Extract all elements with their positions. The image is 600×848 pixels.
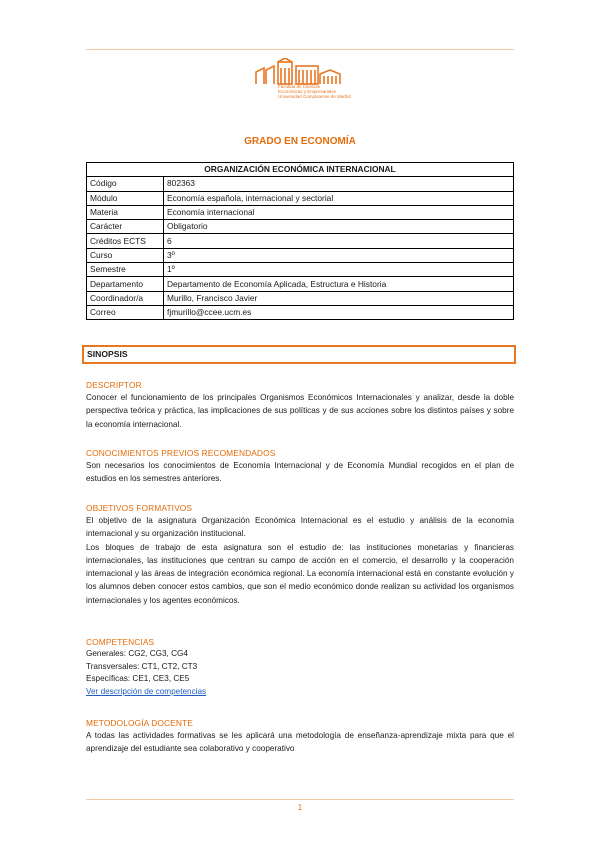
section-text: El objetivo de la asignatura Organización Económica Internacional es el estudio y análisis de la economía internacional y su organización institucional.: [86, 516, 514, 539]
section-title: COMPETENCIAS: [86, 637, 155, 647]
descriptor-section: [86, 379, 514, 431]
row-key: Curso: [87, 248, 164, 262]
competencias-link[interactable]: Ver descripción de competencias: [86, 687, 207, 697]
row-value: Economía internacional: [164, 205, 514, 219]
table-row: [87, 234, 514, 248]
course-info-table: [86, 162, 514, 320]
section-title: METODOLOGÍA DOCENTE: [86, 718, 193, 728]
table-header: ORGANIZACIÓN ECONÓMICA INTERNACIONAL: [87, 163, 514, 177]
table-row: [87, 177, 514, 191]
table-row: [87, 191, 514, 205]
sinopsis-heading: SINOPSIS: [82, 345, 516, 364]
table-row: [87, 220, 514, 234]
logo-line: Económicas y Empresariales: [278, 89, 337, 94]
logo-text: [278, 84, 351, 99]
table-row: [87, 263, 514, 277]
table-row: [87, 205, 514, 219]
section-text: Los bloques de trabajo de esta asignatura son el estudio de: las instituciones monetarias y financieras internacionales, las instituciones que centran su campo de acción en el comercio, el desarrollo y la cooperación internacional y las áreas de integración económica regional. La economía internacional está en constante evolución y los alumnos deben conocer estos cambios, que son el medio económico donde realizan su actividad los organismos internacionales y los agentes económicos.: [86, 542, 514, 605]
row-value: fjmurillo@ccee.ucm.es: [164, 305, 514, 319]
row-key: Correo: [87, 305, 164, 319]
row-value: 1º: [164, 263, 514, 277]
row-key: Semestre: [87, 263, 164, 277]
section-text: Son necesarios los conocimientos de Economía Internacional y de Economía Mundial recogidos en el plan de estudios en los semestres anteriores.: [86, 461, 514, 484]
row-key: Materia: [87, 205, 164, 219]
table-header-row: [87, 163, 514, 177]
competencias-especificas: Específicas: CE1, CE3, CE5: [86, 674, 190, 684]
section-title: OBJETIVOS FORMATIVOS: [86, 503, 193, 513]
section-text: Conocer el funcionamiento de los principales Organismos Económicos Internacionales y analizar, desde la doble perspectiva teórica y práctica, las implicaciones de sus políticas y de sus acciones sobre los distintos países y sobre la economía internacional.: [86, 393, 514, 429]
section-title: DESCRIPTOR: [86, 380, 142, 390]
row-key: Créditos ECTS: [87, 234, 164, 248]
competencias-transversales: Transversales: CT1, CT2, CT3: [86, 661, 198, 671]
objetivos-section: [86, 502, 514, 607]
competencias-generales: Generales: CG2, CG3, CG4: [86, 649, 188, 658]
section-title: CONOCIMIENTOS PREVIOS RECOMENDADOS: [86, 448, 276, 458]
row-key: Coordinador/a: [87, 291, 164, 305]
table-row: [87, 277, 514, 291]
logo-line: Facultad de Ciencias: [278, 84, 321, 89]
row-value: Departamento de Economía Aplicada, Estructura e Historia: [164, 277, 514, 291]
table-row: [87, 305, 514, 319]
metodologia-section: [86, 717, 514, 756]
row-value: Murillo, Francisco Javier: [164, 291, 514, 305]
row-key: Código: [87, 177, 164, 191]
row-value: Obligatorio: [164, 220, 514, 234]
row-key: Módulo: [87, 191, 164, 205]
row-value: 3º: [164, 248, 514, 262]
row-value: 6: [164, 234, 514, 248]
table-row: [87, 248, 514, 262]
row-key: Carácter: [87, 220, 164, 234]
faculty-logo: [252, 58, 351, 106]
section-text: A todas las actividades formativas se les aplicará una metodología de enseñanza-aprendizaje mixta para que el aprendizaje del estudiante sea colaborativo y cooperativo: [86, 731, 514, 754]
logo-line: Universidad Complutense de Madrid: [278, 94, 351, 99]
conocimientos-section: [86, 447, 514, 486]
page-number: 1: [297, 803, 303, 812]
footer-rule: [86, 799, 514, 800]
degree-title: GRADO EN ECONOMÍA: [244, 136, 356, 147]
row-key: Departamento: [87, 277, 164, 291]
table-row: [87, 291, 514, 305]
row-value: 802363: [164, 177, 514, 191]
row-value: Economía española, internacional y sectorial: [164, 191, 514, 205]
competencias-section: [86, 636, 514, 699]
header-rule: [86, 49, 514, 50]
